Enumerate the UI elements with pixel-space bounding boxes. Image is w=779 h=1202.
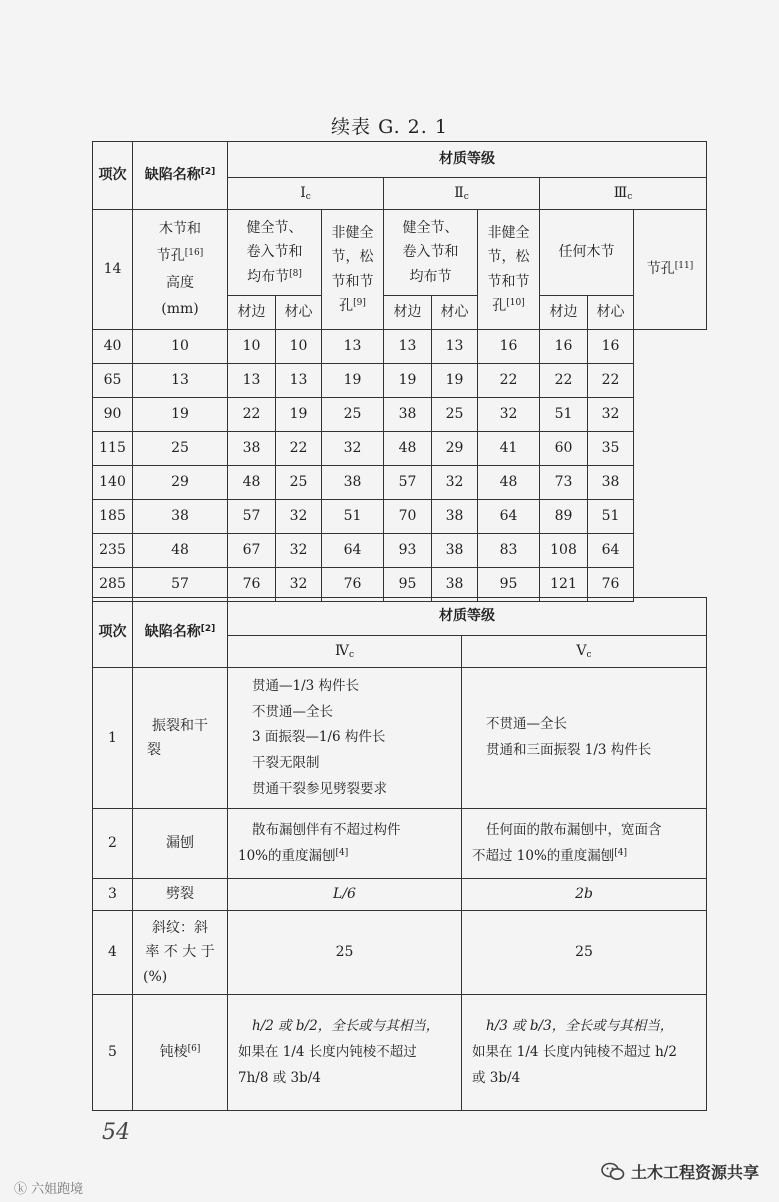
table-cell: 32 (322, 432, 384, 466)
table-cell: 13 (322, 330, 384, 364)
table-cell: 13 (133, 364, 228, 398)
table-cell: 22 (276, 432, 322, 466)
grade-1c: $Ⅰ_c$ (228, 178, 384, 210)
sub-core: 材心 (588, 296, 634, 330)
table-cell: 89 (540, 500, 588, 534)
item-number: 5 (93, 995, 133, 1111)
table-cell: 35 (588, 432, 634, 466)
table-cell: 38 (588, 466, 634, 500)
sub-edge: 材边 (384, 296, 432, 330)
sub-core: 材心 (432, 296, 478, 330)
grade-4c-value: 25 (228, 911, 462, 995)
table-cell: 22 (478, 364, 540, 398)
sub-core: 材心 (276, 296, 322, 330)
height-value: 235 (93, 534, 133, 568)
table-cell: 32 (276, 534, 322, 568)
table-cell: 22 (588, 364, 634, 398)
table-cell: 25 (133, 432, 228, 466)
height-value: 140 (93, 466, 133, 500)
defect-name: 振裂和干 裂 (133, 668, 228, 809)
table-cell: 64 (588, 534, 634, 568)
table-cell: 25 (432, 398, 478, 432)
table-cell: 51 (322, 500, 384, 534)
table-cell: 25 (276, 466, 322, 500)
table-cell: 57 (133, 568, 228, 602)
grade-5c-value: 不贯通—全长 贯通和三面振裂 1/3 构件长 (462, 668, 707, 809)
table-cell: 83 (478, 534, 540, 568)
table-cell: 64 (322, 534, 384, 568)
table-cell: 32 (588, 398, 634, 432)
height-value: 90 (93, 398, 133, 432)
table-caption: 续表 G. 2. 1 (331, 116, 448, 138)
page-number: 54 (102, 1120, 130, 1145)
table-cell: 57 (228, 500, 276, 534)
grade-4c: $Ⅳ_c$ (228, 636, 462, 668)
table-cell: 25 (322, 398, 384, 432)
table-row (93, 668, 707, 809)
table-row (93, 364, 707, 398)
table-cell: 19 (384, 364, 432, 398)
table-cell: 19 (322, 364, 384, 398)
header-item: 项次 (93, 598, 133, 668)
table-row (93, 330, 707, 364)
weibo-icon: ⓚ (14, 1182, 32, 1197)
table-cell: 48 (133, 534, 228, 568)
table-cell: 32 (276, 568, 322, 602)
table-cell: 16 (588, 330, 634, 364)
table-cell: 38 (432, 534, 478, 568)
table-cell: 38 (432, 500, 478, 534)
table-cell: 10 (133, 330, 228, 364)
watermark-right: 土木工程资源共享 (601, 1160, 759, 1183)
height-value: 285 (93, 568, 133, 602)
table-cell: 48 (478, 466, 540, 500)
table-cell: 51 (588, 500, 634, 534)
col-unsound-knot-1: 非健全 节，松 节和节 孔[9] (322, 210, 384, 330)
grade-4c-value: 散布漏刨伴有不超过构件 10%的重度漏刨[4] (228, 809, 462, 879)
header-grade: 材质等级 (228, 598, 707, 636)
table-cell: 32 (276, 500, 322, 534)
table-row (93, 809, 707, 879)
table-cell: 95 (478, 568, 540, 602)
table-row (93, 911, 707, 995)
col-unsound-knot-2: 非健全 节，松 节和节 孔[10] (478, 210, 540, 330)
defect-name: 漏刨 (133, 809, 228, 879)
table-defects (92, 597, 707, 1111)
table-row (93, 879, 707, 911)
table-cell: 29 (432, 432, 478, 466)
table-cell: 57 (384, 466, 432, 500)
table-cell: 76 (588, 568, 634, 602)
table-knots (92, 141, 707, 602)
sub-edge: 材边 (540, 296, 588, 330)
wechat-icon (601, 1162, 625, 1182)
grade-5c: $Ⅴ_c$ (462, 636, 707, 668)
grade-4c-value: 贯通—1/3 构件长 不贯通—全长 3 面振裂—1/6 构件长 干裂无限制 贯通干裂参见劈裂要求 (228, 668, 462, 809)
defect-name: 斜纹：斜 率 不 大 于 (%) (133, 911, 228, 995)
col-sound-knot-1: 健全节、 卷入节和 均布节[8] (228, 210, 322, 296)
table-cell: 108 (540, 534, 588, 568)
height-value: 65 (93, 364, 133, 398)
table-cell: 93 (384, 534, 432, 568)
table-cell: 76 (322, 568, 384, 602)
table-cell: 73 (540, 466, 588, 500)
defect-name: 木节和 节孔[16] 高度 (mm) (133, 210, 228, 330)
table-cell: 19 (133, 398, 228, 432)
defect-name: 钝棱[6] (133, 995, 228, 1111)
watermark-left: ⓚ 六姐跑境 (14, 1182, 84, 1197)
table-cell: 10 (228, 330, 276, 364)
table-cell: 48 (228, 466, 276, 500)
grade-3c: $Ⅲ_c$ (540, 178, 707, 210)
item-number: 2 (93, 809, 133, 879)
table-cell: 38 (322, 466, 384, 500)
grade-4c-value: h/2 或 b/2，全长或与其相当， 如果在 1/4 长度内钝棱不超过 7h/8 或 3b/4 (228, 995, 462, 1111)
table-cell: 13 (276, 364, 322, 398)
header-grade: 材质等级 (228, 142, 707, 178)
table-cell: 60 (540, 432, 588, 466)
table-cell: 38 (432, 568, 478, 602)
table-row (93, 534, 707, 568)
table-cell: 67 (228, 534, 276, 568)
grade-5c-value: 25 (462, 911, 707, 995)
grade-4c-value: L/6 (228, 879, 462, 911)
table-cell: 41 (478, 432, 540, 466)
table-row (93, 466, 707, 500)
table-cell: 121 (540, 568, 588, 602)
col-knot-hole: 节孔[11] (634, 210, 707, 330)
table-row (93, 995, 707, 1111)
grade-5c-value: h/3 或 b/3，全长或与其相当， 如果在 1/4 长度内钝棱不超过 h/2 或 3b/4 (462, 995, 707, 1111)
table-cell: 19 (276, 398, 322, 432)
item-number: 1 (93, 668, 133, 809)
height-value: 40 (93, 330, 133, 364)
header-defect: 缺陷名称[2] (133, 142, 228, 210)
table-cell: 22 (228, 398, 276, 432)
table-cell: 16 (478, 330, 540, 364)
defect-name: 劈裂 (133, 879, 228, 911)
item-number: 14 (93, 210, 133, 330)
table-cell: 10 (276, 330, 322, 364)
table-cell: 38 (384, 398, 432, 432)
table-cell: 70 (384, 500, 432, 534)
table-cell: 13 (432, 330, 478, 364)
table-cell: 13 (228, 364, 276, 398)
table-cell: 22 (540, 364, 588, 398)
table-cell: 32 (432, 466, 478, 500)
table-cell: 38 (133, 500, 228, 534)
sub-edge: 材边 (228, 296, 276, 330)
table-row (93, 500, 707, 534)
table-row (93, 398, 707, 432)
table-cell: 64 (478, 500, 540, 534)
grade-5c-value: 任何面的散布漏刨中，宽面含 不超过 10%的重度漏刨[4] (462, 809, 707, 879)
grade-5c-value: 2b (462, 879, 707, 911)
table-cell: 19 (432, 364, 478, 398)
table-cell: 76 (228, 568, 276, 602)
col-any-knot: 任何木节 (540, 210, 634, 296)
item-number: 4 (93, 911, 133, 995)
height-value: 185 (93, 500, 133, 534)
table-cell: 29 (133, 466, 228, 500)
table-cell: 51 (540, 398, 588, 432)
table-cell: 32 (478, 398, 540, 432)
table-cell: 13 (384, 330, 432, 364)
table-cell: 38 (228, 432, 276, 466)
table-cell: 16 (540, 330, 588, 364)
header-item: 项次 (93, 142, 133, 210)
table-row (93, 432, 707, 466)
header-defect: 缺陷名称[2] (133, 598, 228, 668)
grade-2c: $Ⅱ_c$ (384, 178, 540, 210)
height-value: 115 (93, 432, 133, 466)
table-cell: 48 (384, 432, 432, 466)
table-cell: 95 (384, 568, 432, 602)
item-number: 3 (93, 879, 133, 911)
col-sound-knot-2: 健全节、 卷入节和 均布节 (384, 210, 478, 296)
